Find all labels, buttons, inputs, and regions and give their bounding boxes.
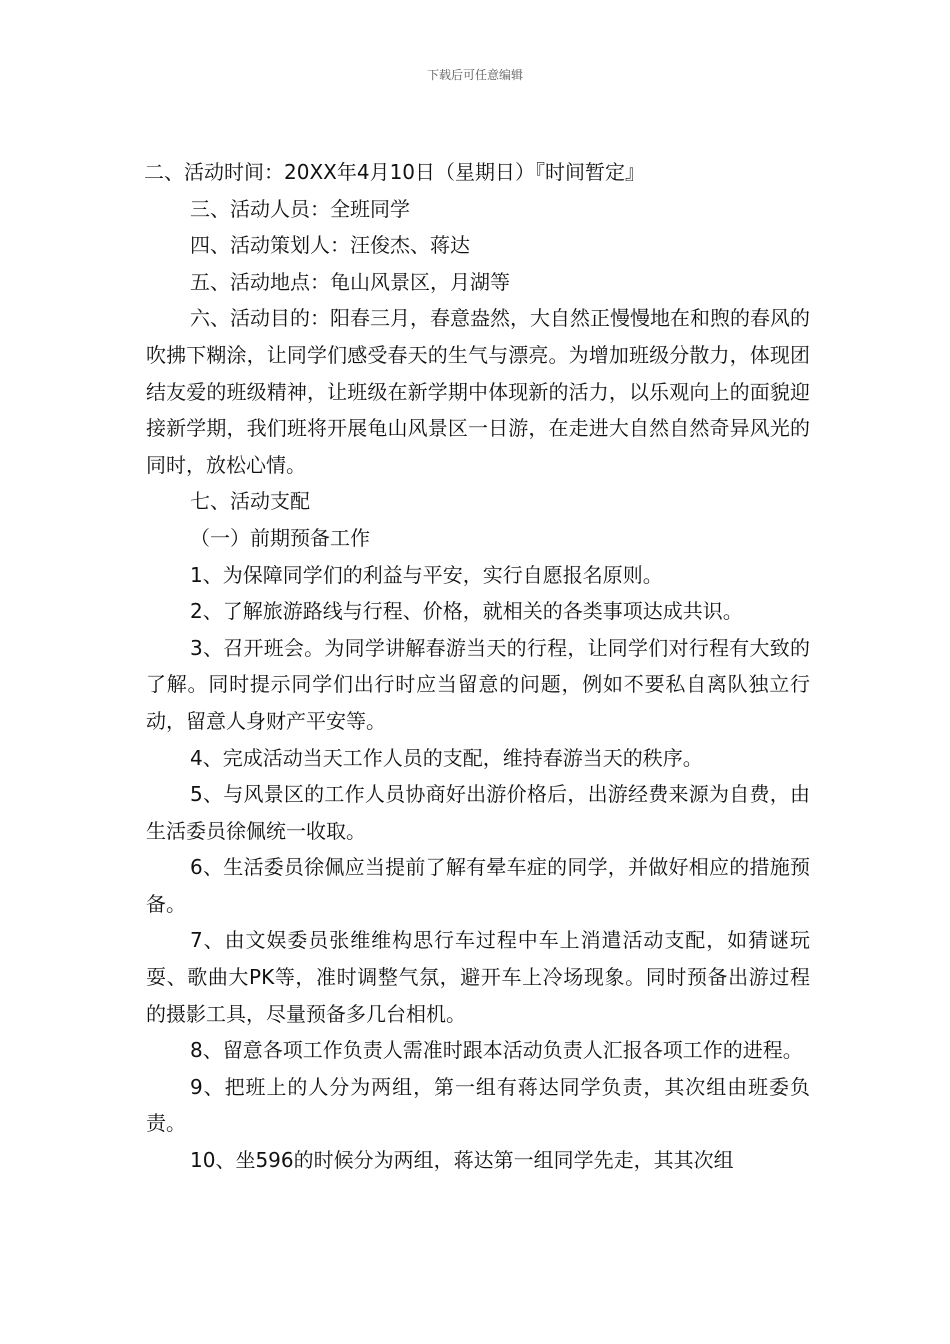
paragraph-purpose: 六、活动目的：阳春三月，春意盎然，大自然正慢慢地在和煦的春风的吹拂下糊涂，让同学们感受春天的生气与漂亮。为增加班级分散力，体现团结友爱的班级精神，让班级在新学期中体现新的活力，以乐观向上的面貌迎接新学期，我们班将开展龟山风景区一日游，在走进大自然自然奇异风光的同时，放松心情。 xyxy=(146,306,810,477)
paragraph-preparation-heading: （一）前期预备工作 xyxy=(190,525,370,550)
list-item: 2、了解旅游路线与行程、价格，就相关的各类事项达成共识。 xyxy=(190,599,743,624)
page-header: 下载后可任意编辑 xyxy=(426,68,523,82)
paragraph-arrangement-heading: 七、活动支配 xyxy=(190,489,310,514)
list-item: 9、把班上的人分为两组，第一组有蒋达同学负责，其次组由班委负责。 xyxy=(146,1074,810,1136)
list-item: 3、召开班会。为同学讲解春游当天的行程，让同学们对行程有大致的了解。同时提示同学们出行时应当留意的问题，例如不要私自离队独立行动，留意人身财产平安等。 xyxy=(146,635,810,733)
list-item: 8、留意各项工作负责人需准时跟本活动负责人汇报各项工作的进程。 xyxy=(190,1038,803,1063)
list-item: 5、与风景区的工作人员协商好出游价格后，出游经费来源为自费，由生活委员徐佩统一收取。 xyxy=(146,782,810,843)
paragraph-planners: 四、活动策划人：汪俊杰、蒋达 xyxy=(190,233,470,258)
list-item: 10、坐596的时候分为两组，蒋达第一组同学先走，其其次组 xyxy=(190,1148,734,1173)
paragraph-participants: 三、活动人员：全班同学 xyxy=(190,196,410,221)
list-item: 4、完成活动当天工作人员的支配，维持春游当天的秩序。 xyxy=(190,745,703,770)
paragraph-location: 五、活动地点：龟山风景区，月湖等 xyxy=(190,269,510,294)
list-item: 1、为保障同学们的利益与平安，实行自愿报名原则。 xyxy=(190,562,663,587)
document-body xyxy=(146,154,810,1179)
list-item: 7、由文娱委员张维维构思行车过程中车上消遣活动支配，如猜谜玩耍、歌曲大PK等，准时调整气氛，避开车上冷场现象。同时预备出游过程的摄影工具，尽量预备多几台相机。 xyxy=(146,928,810,1026)
paragraph-activity-time: 二、活动时间：20XX年4月10日（星期日）『时间暂定』 xyxy=(144,160,646,184)
list-item: 6、生活委员徐佩应当提前了解有晕车症的同学，并做好相应的措施预备。 xyxy=(146,855,810,916)
